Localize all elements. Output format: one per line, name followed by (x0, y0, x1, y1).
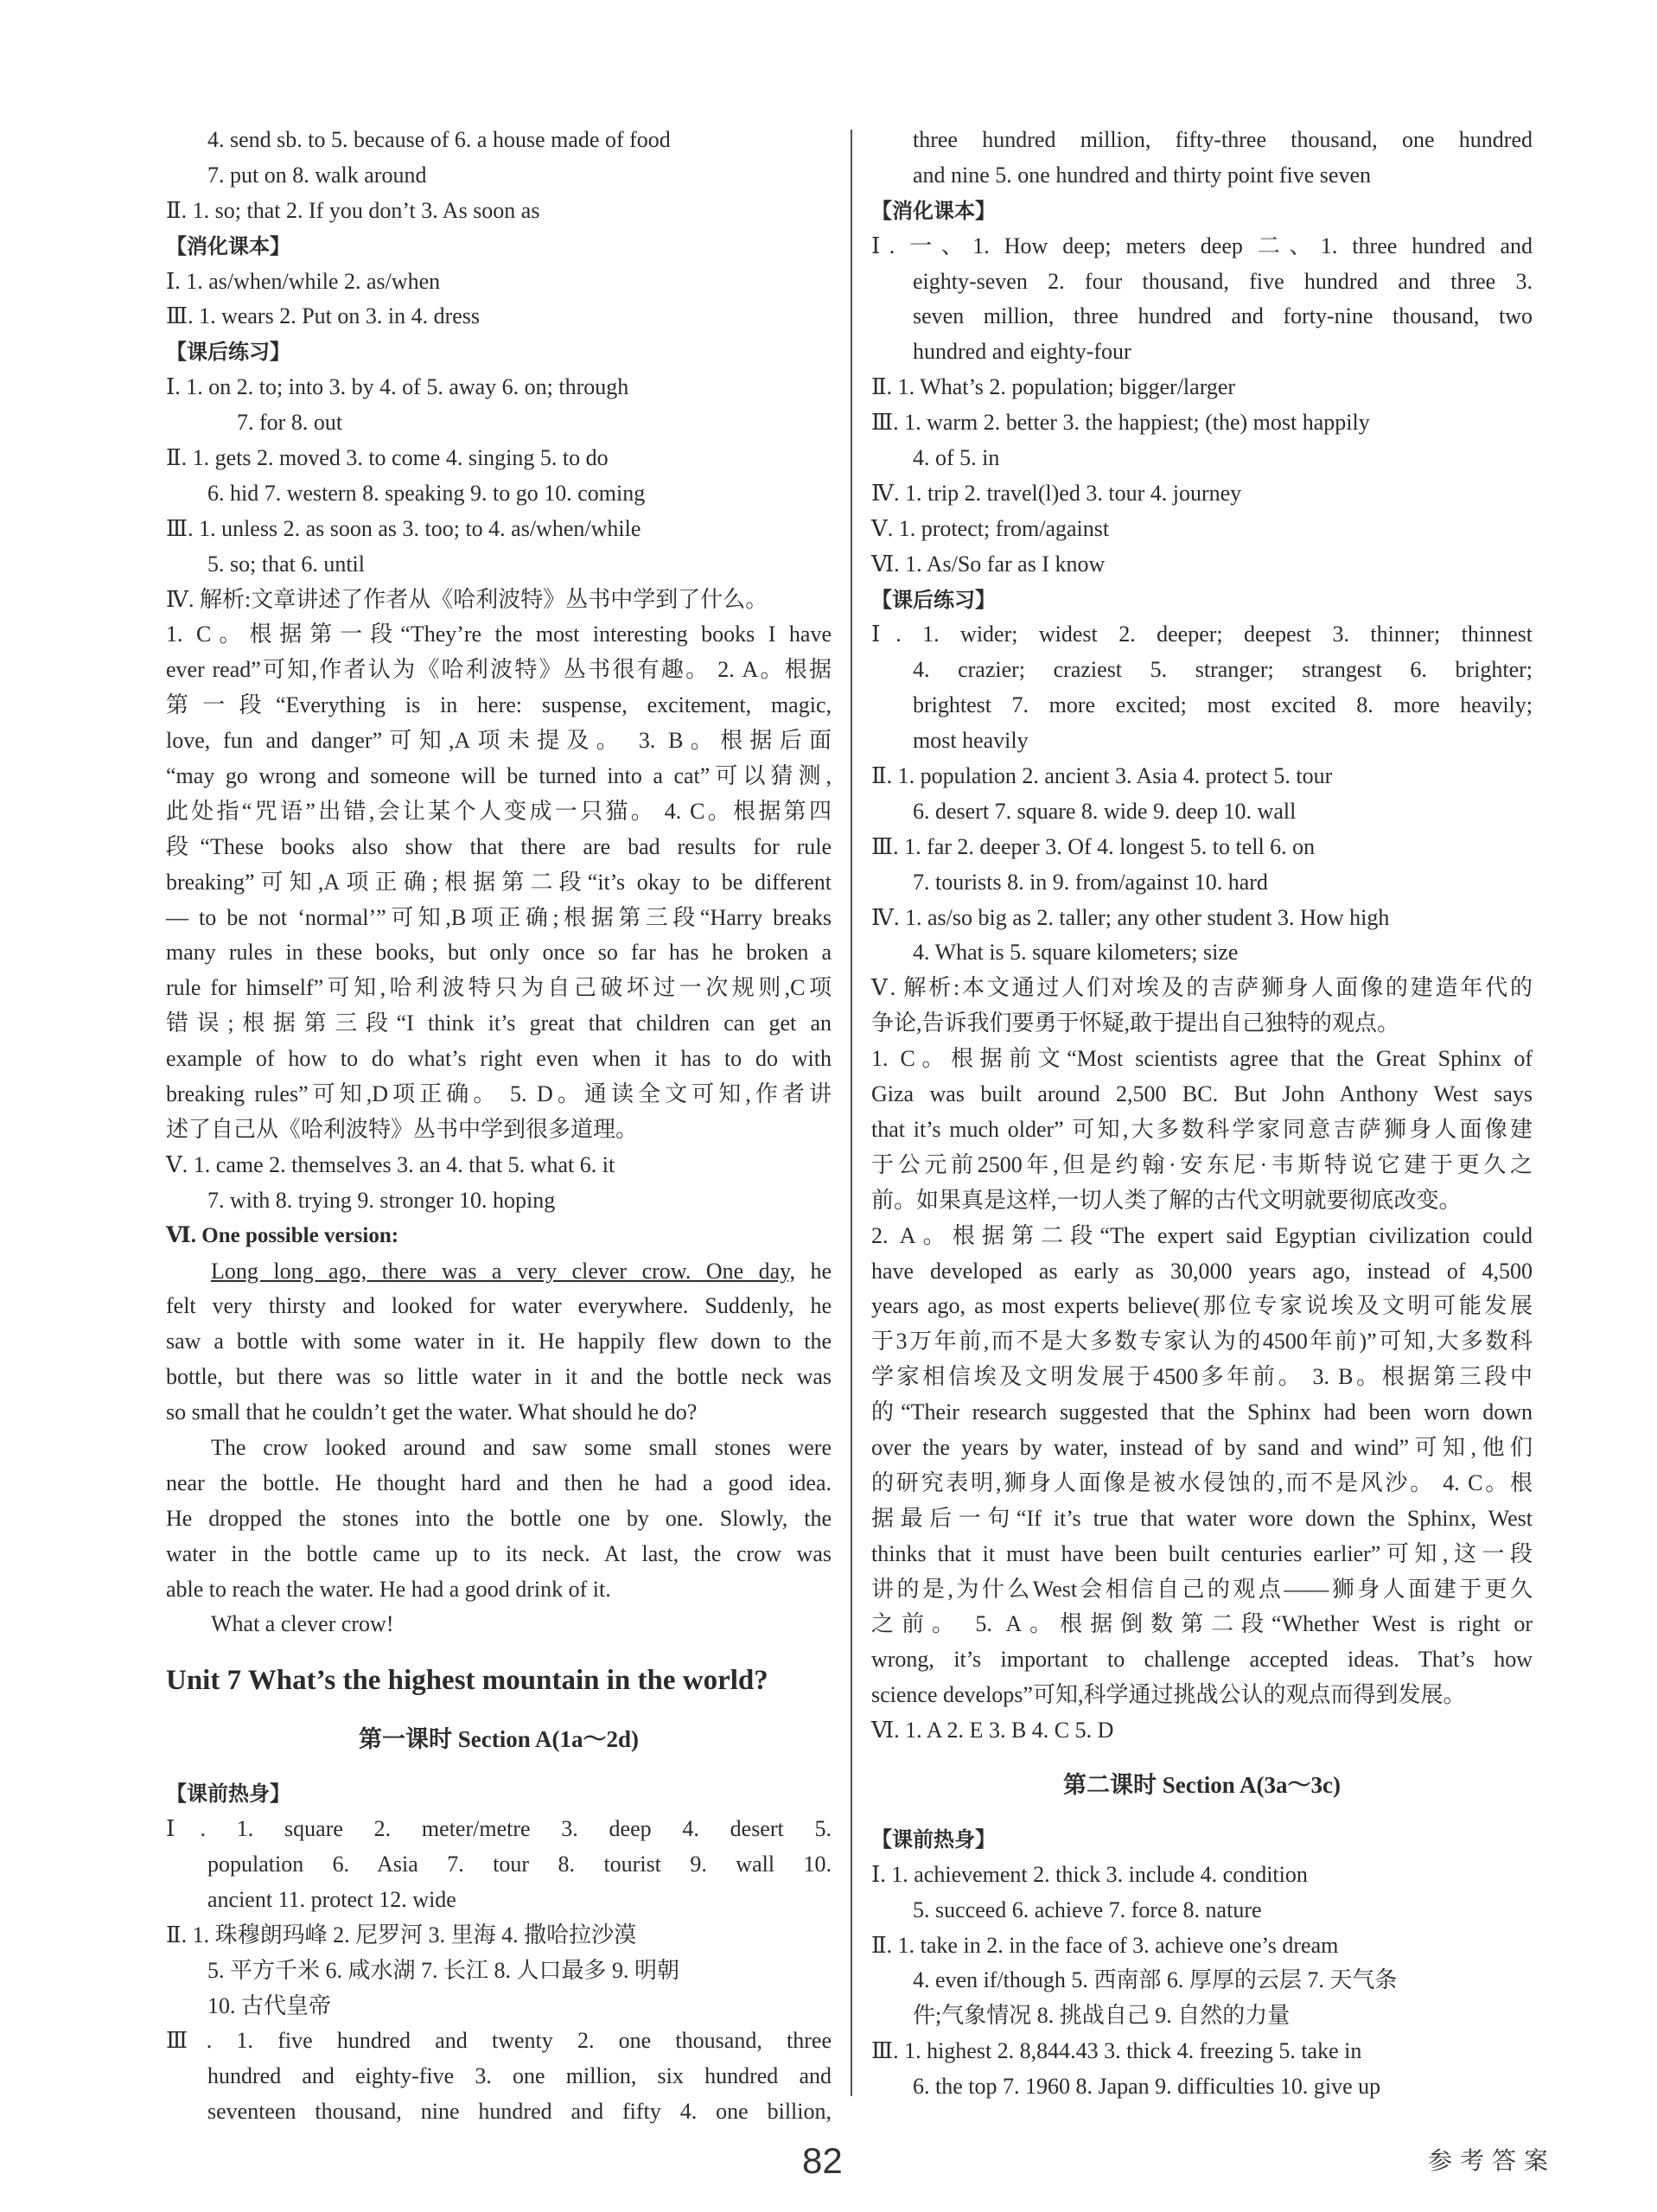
text-line: Ⅰ. 1. square 2. meter/metre 3. deep 4. desert 5. (166, 1816, 832, 1842)
text-line: Ⅲ. 1. wears 2. Put on 3. in 4. dress (166, 303, 481, 329)
text-line: 10. 古代皇帝 (207, 1992, 332, 2018)
text-line: near the bottle. He thought hard and then he had a good idea. (166, 1469, 832, 1495)
text-line: breaking rules”可知,D项正确。 5. D。通读全文可知,作者讲 (166, 1081, 832, 1107)
text-line: 1. C。根据前文“Most scientists agree that the Great Sphinx of (871, 1046, 1533, 1072)
text-line: rule for himself”可知,哈利波特只为自己破坏过一次规则,C项 (166, 975, 832, 1001)
text-line: Ⅰ. 1. on 2. to; into 3. by 4. of 5. away 6. on; through (166, 374, 629, 400)
text-line: 7. for 8. out (237, 410, 343, 436)
text-line: Ⅲ. 1. five hundred and twenty 2. one thousand, three (166, 2028, 832, 2054)
spacer (166, 1703, 832, 1722)
text-line: 6. hid 7. western 8. speaking 9. to go 10. coming (207, 480, 646, 506)
text-line: Ⅲ. 1. far 2. deeper 3. Of 4. longest 5. to tell 6. on (871, 833, 1316, 859)
text-line: Ⅵ. One possible version: (166, 1223, 399, 1247)
text-line: 之前。 5. A。根据倒数第二段“Whether West is right or (871, 1611, 1533, 1637)
text-line: 错误;根据第三段“I think it’s great that children can get an (166, 1010, 832, 1036)
text-line: 于3万年前,而不是大多数专家认为的4500年前)”可知,大多数科 (871, 1329, 1533, 1355)
spacer (871, 1749, 1533, 1768)
text-line: Ⅱ. 1. What’s 2. population; bigger/larger (871, 374, 1236, 400)
text-line: 2. A。根据第二段“The expert said Egyptian civilization could (871, 1222, 1533, 1248)
text-line: three hundred million, fifty-three thousand, one hundred (913, 127, 1533, 152)
text-line: Ⅳ. 1. as/so big as 2. taller; any other student 3. How high (871, 904, 1390, 930)
text-line: water in the bottle came up to its neck. At last, the crow was (166, 1540, 832, 1566)
text-line: 学家相信埃及文明发展于4500多年前。 3. B。根据第三段中 (871, 1364, 1533, 1390)
text-line: 4. of 5. in (913, 445, 1000, 471)
text-line: Ⅱ. 1. so; that 2. If you don’t 3. As soon as (166, 197, 540, 223)
text-line: Ⅰ. 一、1. How deep; meters deep 二、1. three hundred and (871, 233, 1533, 258)
text-line: so small that he couldn’t get the water. What should he do? (166, 1399, 698, 1425)
text-line: hundred and eighty-five 3. one million, six hundred and (207, 2063, 832, 2089)
text-line: What a clever crow! (211, 1611, 394, 1637)
text-line: He dropped the stones into the bottle one by one. Slowly, the (166, 1505, 832, 1531)
text-line: breaking”可知,A项正确;根据第二段“it’s okay to be different (166, 869, 832, 895)
text-line: Ⅲ. 1. unless 2. as soon as 3. too; to 4. as/when/while (166, 515, 641, 541)
section-heading: 【课前热身】 (166, 1782, 290, 1807)
text-line: — to be not ‘normal’”可知,B项正确;根据第三段“Harry breaks (166, 904, 832, 930)
text-line: 的研究表明,狮身人面像是被水侵蚀的,而不是风沙。 4. C。根 (871, 1469, 1533, 1495)
text-line: over the years by water, instead of by sand and wind”可知,他们 (871, 1434, 1533, 1460)
text-line: that it’s much older” 可知,大多数科学家同意吉萨狮身人面像建 (871, 1116, 1533, 1142)
text-line: 前。如果真是这样,一切人类了解的古代文明就要彻底改变。 (871, 1187, 1462, 1213)
footer-label: 参考答案 (1428, 2146, 1557, 2175)
text-line: Ⅲ. 1. warm 2. better 3. the happiest; (the) most happily (871, 410, 1370, 436)
section-heading: 【课后练习】 (871, 587, 996, 612)
text-line: seventeen thousand, nine hundred and fifty 4. one billion, (207, 2099, 832, 2125)
text-line: 4. send sb. to 5. because of 6. a house made of food (207, 127, 671, 152)
section-heading: 【课前热身】 (871, 1826, 996, 1852)
text-line: 7. with 8. trying 9. stronger 10. hoping (207, 1187, 556, 1213)
text-line: 争论,告诉我们要勇于怀疑,敢于提出自己独特的观点。 (871, 1010, 1400, 1036)
text-line: many rules in these books, but only once so far has he broken a (166, 940, 832, 966)
text-line: hundred and eighty-four (913, 339, 1131, 365)
text-line: love, fun and danger”可知,A项未提及。 3. B。根据后面 (166, 728, 832, 754)
text-line: Giza was built around 2,500 BC. But John Anthony West says (871, 1081, 1533, 1107)
text-line: most heavily (913, 728, 1029, 754)
text-line: 4. crazier; craziest 5. stranger; strangest 6. brighter; (913, 657, 1533, 683)
text-line: saw a bottle with some water in it. He happily flew down to the (166, 1329, 832, 1355)
text-line: Ⅰ. 1. as/when/while 2. as/when (166, 268, 441, 294)
text-line: 讲的是,为什么West会相信自己的观点——狮身人面建于更久 (871, 1576, 1533, 1602)
page-number: 82 (802, 2140, 843, 2181)
text-line: 7. put on 8. walk around (207, 162, 427, 188)
text-line: Ⅱ. 1. population 2. ancient 3. Asia 4. protect 5. tour (871, 763, 1333, 789)
text-line: 述了自己从《哈利波特》丛书中学到很多道理。 (166, 1116, 639, 1142)
text-line: 件;气象情况 8. 挑战自己 9. 自然的力量 (913, 2003, 1291, 2029)
text-line: 6. desert 7. square 8. wide 9. deep 10. wall (913, 798, 1297, 824)
unit-title: Unit 7 What’s the highest mountain in the world? (166, 1665, 768, 1697)
text-rest: he (794, 1258, 832, 1284)
text-line: and nine 5. one hundred and thirty point five seven (913, 162, 1371, 188)
text-line: 据最后一句“If it’s true that water wore down the Sphinx, West (871, 1505, 1533, 1531)
lesson-heading: 第二课时 Section A(3a～3c) (1063, 1771, 1341, 1798)
text-line: 此处指“咒语”出错,会让某个人变成一只猫。 4. C。根据第四 (166, 798, 832, 824)
section-heading: 【消化课本】 (871, 198, 996, 223)
text-line: bottle, but there was so little water in it and the bottle neck was (166, 1364, 832, 1390)
text-line: Ⅴ. 1. came 2. themselves 3. an 4. that 5. what 6. it (166, 1151, 615, 1177)
text-line: wrong, it’s important to challenge accepted ideas. That’s how (871, 1647, 1533, 1673)
text-line: Ⅱ. 1. gets 2. moved 3. to come 4. singing 5. to do (166, 445, 609, 471)
spacer (166, 1757, 832, 1776)
text-line: felt very thirsty and looked for water everywhere. Suddenly, he (166, 1293, 832, 1319)
text-line: 5. succeed 6. achieve 7. force 8. nature (913, 1896, 1262, 1922)
text-line: brightest 7. more excited; most excited 8. more heavily; (913, 692, 1533, 718)
text-line: example of how to do what’s right even when it has to do with (166, 1046, 832, 1072)
text-line: 第一段“Everything is in here: suspense, excitement, magic, (166, 692, 832, 718)
text-line: 6. the top 7. 1960 8. Japan 9. difficulties 10. give up (913, 2074, 1381, 2100)
text-line: Ⅴ. 解析:本文通过人们对埃及的吉萨狮身人面像的建造年代的 (871, 975, 1533, 1001)
text-line: 7. tourists 8. in 9. from/against 10. hard (913, 869, 1268, 895)
text-line: Ⅰ. 1. achievement 2. thick 3. include 4. condition (871, 1861, 1308, 1887)
text-line: seven million, three hundred and forty-nine thousand, two (913, 303, 1533, 329)
text-line: Ⅴ. 1. protect; from/against (871, 515, 1110, 541)
text-line: 4. even if/though 5. 西南部 6. 厚厚的云层 7. 天气条 (913, 1967, 1398, 1993)
text-line: have developed as early as 30,000 years ago, instead of 4,500 (871, 1258, 1533, 1284)
text-line: ever read”可知,作者认为《哈利波特》丛书很有趣。 2. A。根据 (166, 657, 832, 683)
text-line: 4. What is 5. square kilometers; size (913, 940, 1239, 966)
text-line: The crow looked around and saw some small stones were (211, 1434, 832, 1460)
text-line: “may go wrong and someone will be turned into a cat”可以猜测, (166, 763, 832, 789)
column-divider (851, 130, 852, 2096)
text-line: 段“These books also show that there are bad results for rule (166, 833, 832, 859)
right-column (871, 123, 1533, 2105)
left-column (166, 123, 832, 2130)
text-line: thinks that it must have been built centuries earlier”可知,这一段 (871, 1540, 1533, 1566)
section-heading: 【课后练习】 (166, 340, 290, 365)
text-line: able to reach the water. He had a good drink of it. (166, 1576, 611, 1602)
text-line: Ⅱ. 1. take in 2. in the face of 3. achieve one’s dream (871, 1932, 1339, 1958)
text-line (166, 1254, 832, 1290)
text-line: Ⅱ. 1. 珠穆朗玛峰 2. 尼罗河 3. 里海 4. 撒哈拉沙漠 (166, 1922, 637, 1947)
underlined-text: Long long ago, there was a very clever crow. One day, (211, 1258, 795, 1284)
text-line: Ⅳ. 解析:文章讲述了作者从《哈利波特》丛书中学到了什么。 (166, 586, 768, 612)
text-line: Ⅳ. 1. trip 2. travel(l)ed 3. tour 4. journey (871, 480, 1242, 506)
text-line: Ⅵ. 1. As/So far as I know (871, 551, 1106, 577)
text-line: population 6. Asia 7. tour 8. tourist 9. wall 10. (207, 1851, 832, 1877)
section-heading: 【消化课本】 (166, 233, 290, 258)
spacer (871, 1803, 1533, 1822)
text-line: science develops”可知,科学通过挑战公认的观点而得到发展。 (871, 1682, 1466, 1708)
lesson-heading: 第一课时 Section A(1a～2d) (359, 1726, 639, 1753)
text-line: 于公元前2500年,但是约翰·安东尼·韦斯特说它建于更久之 (871, 1151, 1533, 1177)
text-line: Ⅵ. 1. A 2. E 3. B 4. C 5. D (871, 1718, 1114, 1743)
text-line: 5. 平方千米 6. 咸水湖 7. 长江 8. 人口最多 9. 明朝 (207, 1957, 680, 1983)
text-line: Ⅲ. 1. highest 2. 8,844.43 3. thick 4. freezing 5. take in (871, 2038, 1362, 2064)
text-line: Ⅰ. 1. wider; widest 2. deeper; deepest 3. thinner; thinnest (871, 622, 1533, 647)
text-line: 的“Their research suggested that the Sphinx had been worn down (871, 1399, 1533, 1425)
text-line: years ago, as most experts believe(那位专家说埃及文明可能发展 (871, 1293, 1533, 1319)
text-line: ancient 11. protect 12. wide (207, 1886, 456, 1912)
text-line: 1. C。根据第一段“They’re the most interesting books I have (166, 622, 832, 647)
text-line: 5. so; that 6. until (207, 551, 365, 577)
text-line: eighty-seven 2. four thousand, five hundred and three 3. (913, 268, 1533, 294)
